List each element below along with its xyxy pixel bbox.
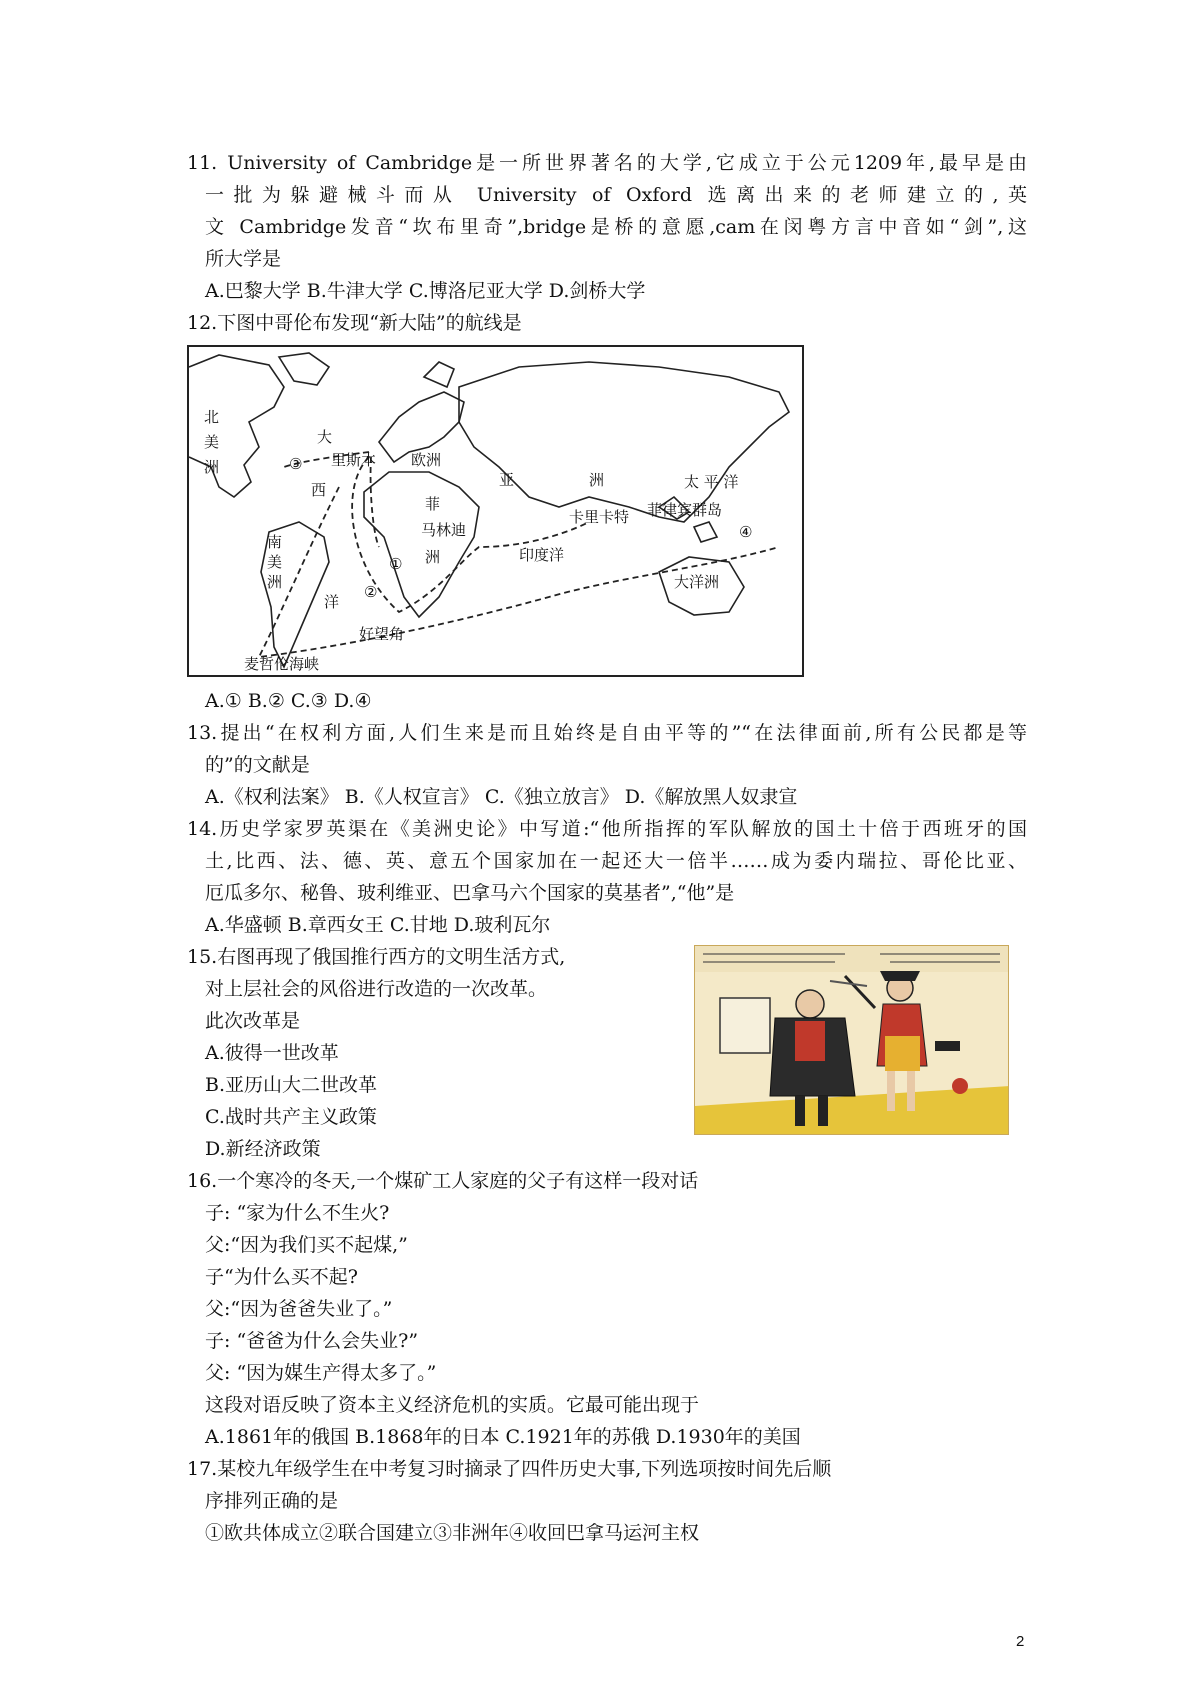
q13-line-2: 的”的文献是 [205, 754, 310, 776]
q12-stem: 12.下图中哥伦布发现“新大陆”的航线是 [187, 312, 522, 334]
q15-option-a: A.彼得一世改革 [205, 1042, 339, 1064]
island-outline [694, 522, 717, 542]
q11-line-2: 一批为躲避械斗而从 University of Oxford 选离出来的老师建立的,英 [205, 184, 1027, 206]
route-2 [352, 457, 589, 612]
map-label-africa1: 菲 [425, 495, 441, 513]
map-label-sa3: 洲 [267, 573, 283, 591]
q15-line-2: 对上层社会的风俗进行改造的一次改革。 [205, 978, 548, 1000]
peter-reform-woodcut-image [694, 945, 1009, 1135]
page-number: 2 [1016, 1633, 1025, 1650]
map-label-africa2: 洲 [425, 548, 441, 566]
asia-outline [459, 362, 789, 522]
q16-stem: 16.一个寒冷的冬天,一个煤矿工人家庭的父子有这样一段对话 [187, 1170, 699, 1192]
map-label-atl3: 洋 [324, 593, 340, 611]
map-label-calicut: 卡里卡特 [569, 508, 630, 526]
q14-line-2: 土,比西、法、德、英、意五个国家加在一起还大一倍半……成为委内瑞拉、哥伦比亚、 [205, 850, 1027, 872]
q16-dialogue-1: 子: “家为什么不生火? [205, 1202, 390, 1224]
map-label-na3: 洲 [204, 458, 220, 476]
q16-dialogue-2: 父:“因为我们买不起煤,” [205, 1234, 408, 1256]
map-label-atl1: 大 [317, 428, 333, 446]
q14-line-1: 14.历史学家罗英渠在《美洲史论》中写道:“他所指挥的军队解放的国土十倍于西班牙的国 [187, 818, 1027, 840]
map-route-label-4: ④ [739, 523, 753, 541]
map-route-label-1: ① [389, 555, 403, 573]
q15-option-d: D.新经济政策 [205, 1138, 321, 1160]
q14-options: A.华盛顿 B.章西女王 C.甘地 D.玻利瓦尔 [205, 914, 551, 936]
q17-line-1: 17.某校九年级学生在中考复习时摘录了四件历史大事,下列选项按时间先后顺 [187, 1458, 832, 1480]
q16-summary: 这段对语反映了资本主义经济危机的实质。它最可能出现于 [205, 1394, 700, 1416]
q15-option-b: B.亚历山大二世改革 [205, 1074, 378, 1096]
world-route-map [187, 345, 804, 677]
q16-options: A.1861年的俄国 B.1868年的日本 C.1921年的苏俄 D.1930年的美国 [205, 1426, 801, 1448]
q17-line-2: 序排列正确的是 [205, 1490, 339, 1512]
q11-line-3: 文 Cambridge发音“坎布里奇”,bridge是桥的意愿,cam在闵粤方言中音如“剑”,这 [205, 216, 1027, 238]
scandinavia-outline [424, 362, 454, 387]
map-label-oceania: 大洋洲 [674, 573, 720, 591]
greenland-outline [279, 353, 329, 385]
map-label-pacific: 太 平 洋 [684, 473, 739, 491]
q13-line-1: 13.提出“在权利方面,人们生来是而且始终是自由平等的”“在法律面前,所有公民都是等 [187, 722, 1027, 744]
map-label-atl2: 西 [311, 481, 327, 499]
q16-dialogue-3: 子“为什么买不起? [205, 1266, 358, 1288]
q12-options: A.① B.② C.③ D.④ [205, 690, 372, 712]
map-label-europe: 欧洲 [411, 451, 442, 469]
map-label-indian-ocean: 印度洋 [519, 546, 565, 564]
q16-dialogue-4: 父:“因为爸爸失业了。” [205, 1298, 393, 1320]
map-label-sa1: 南 [267, 533, 283, 551]
q15-line-3: 此次改革是 [205, 1010, 301, 1032]
q13-options: A.《权利法案》 B.《人权宣言》 C.《独立放言》 D.《解放黑人奴隶宣 [205, 786, 798, 808]
map-route-label-2: ② [364, 583, 378, 601]
q15-line-1: 15.右图再现了俄国推行西方的文明生活方式, [187, 946, 566, 968]
map-label-sa2: 美 [267, 553, 283, 571]
map-label-na2: 美 [204, 433, 220, 451]
q17-items: ①欧共体成立②联合国建立③非洲年④收回巴拿马运河主权 [205, 1522, 700, 1544]
q14-line-3: 厄瓜多尔、秘鲁、玻利维亚、巴拿马六个国家的莫基者”,“他”是 [205, 882, 735, 904]
map-route-label-3: ③ [289, 455, 303, 473]
map-label-cape: 好望角 [359, 625, 405, 643]
map-label-asia2: 洲 [589, 471, 605, 489]
map-label-lisbon: 里斯本 [331, 451, 377, 469]
map-label-philippines: 菲律宾群岛 [647, 501, 723, 519]
africa-outline [364, 472, 479, 617]
map-label-asia1: 亚 [499, 471, 515, 489]
route-1 [371, 457, 379, 547]
map-label-malindi: 马林迪 [421, 521, 467, 539]
q16-dialogue-5: 子: “爸爸为什么会失业?” [205, 1330, 419, 1352]
q11-options: A.巴黎大学 B.牛津大学 C.博洛尼亚大学 D.剑桥大学 [205, 280, 646, 302]
q15-option-c: C.战时共产主义政策 [205, 1106, 377, 1128]
q11-line-1: 11. University of Cambridge是一所世界著名的大学,它成立于公元1209年,最早是由 [187, 152, 1027, 174]
q11-line-4: 所大学是 [205, 248, 282, 270]
map-label-magellan: 麦哲伦海峡 [244, 655, 320, 673]
map-label-na1: 北 [204, 408, 220, 426]
q16-dialogue-6: 父: “因为媒生产得太多了。” [205, 1362, 437, 1384]
